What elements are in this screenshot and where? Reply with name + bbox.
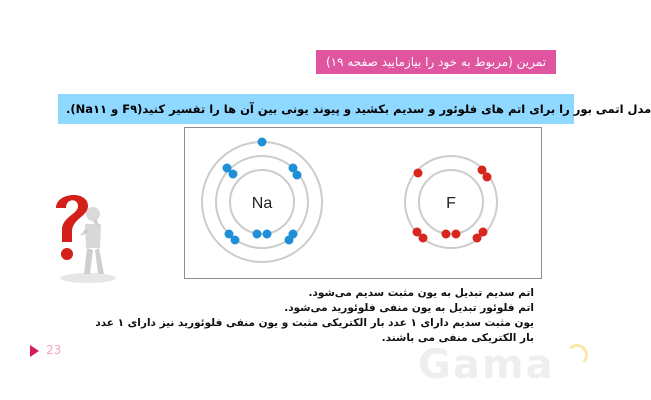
fluorine-atom — [405, 156, 497, 248]
sodium-electron — [229, 170, 238, 179]
bohr-model-diagram — [185, 128, 541, 278]
answer-line-3: یون مثبت سدیم دارای ۱ عدد بار الکتریکی مثبت و یون منفی فلوئورید نیز دارای ۱ عدد بار الکتریکی منفی می باشند. — [95, 317, 534, 344]
fluorine-electron — [414, 169, 423, 178]
question-banner — [58, 94, 651, 124]
exercise-banner-text: تمرین (مربوط به خود را بیازمایید صفحه ۱۹) — [325, 55, 547, 69]
page-number: 23 — [46, 343, 62, 357]
sodium-electron — [258, 138, 267, 147]
fluorine-electron — [442, 230, 451, 239]
sodium-electron — [231, 236, 240, 245]
fluorine-electron — [452, 230, 461, 239]
watermark-arc-icon — [566, 344, 588, 366]
sodium-atom — [202, 138, 322, 263]
watermark-logo: Gama — [418, 342, 555, 388]
triangle-right-icon[interactable] — [30, 345, 39, 357]
question-mark-person-icon — [48, 186, 118, 286]
sodium-electron — [263, 230, 272, 239]
fluorine-electron — [473, 234, 482, 243]
question-mark-person-graphic — [48, 186, 118, 286]
answer-line-2: اتم فلوئور تبدیل به یون منفی فلوئورید می‌شود. — [284, 302, 534, 314]
answer-line-1: اتم سدیم تبدیل به یون مثبت سدیم می‌شود. — [308, 287, 534, 299]
question-text: مدل اتمی بور را برای اتم های فلوئور و سدیم بکشید و پیوند یونی بین آن ها را تفسیر کنید(F۹ و Na۱۱). — [66, 102, 651, 116]
sodium-electron — [285, 236, 294, 245]
bohr-model-box — [184, 127, 542, 279]
fluorine-electron — [419, 234, 428, 243]
fluorine-electron — [483, 173, 492, 182]
exercise-banner — [316, 50, 556, 74]
sodium-electron — [293, 171, 302, 180]
fluorine-symbol: F — [446, 195, 456, 212]
sodium-symbol: Na — [251, 195, 273, 212]
answer-text — [86, 286, 534, 346]
sodium-electron — [253, 230, 262, 239]
